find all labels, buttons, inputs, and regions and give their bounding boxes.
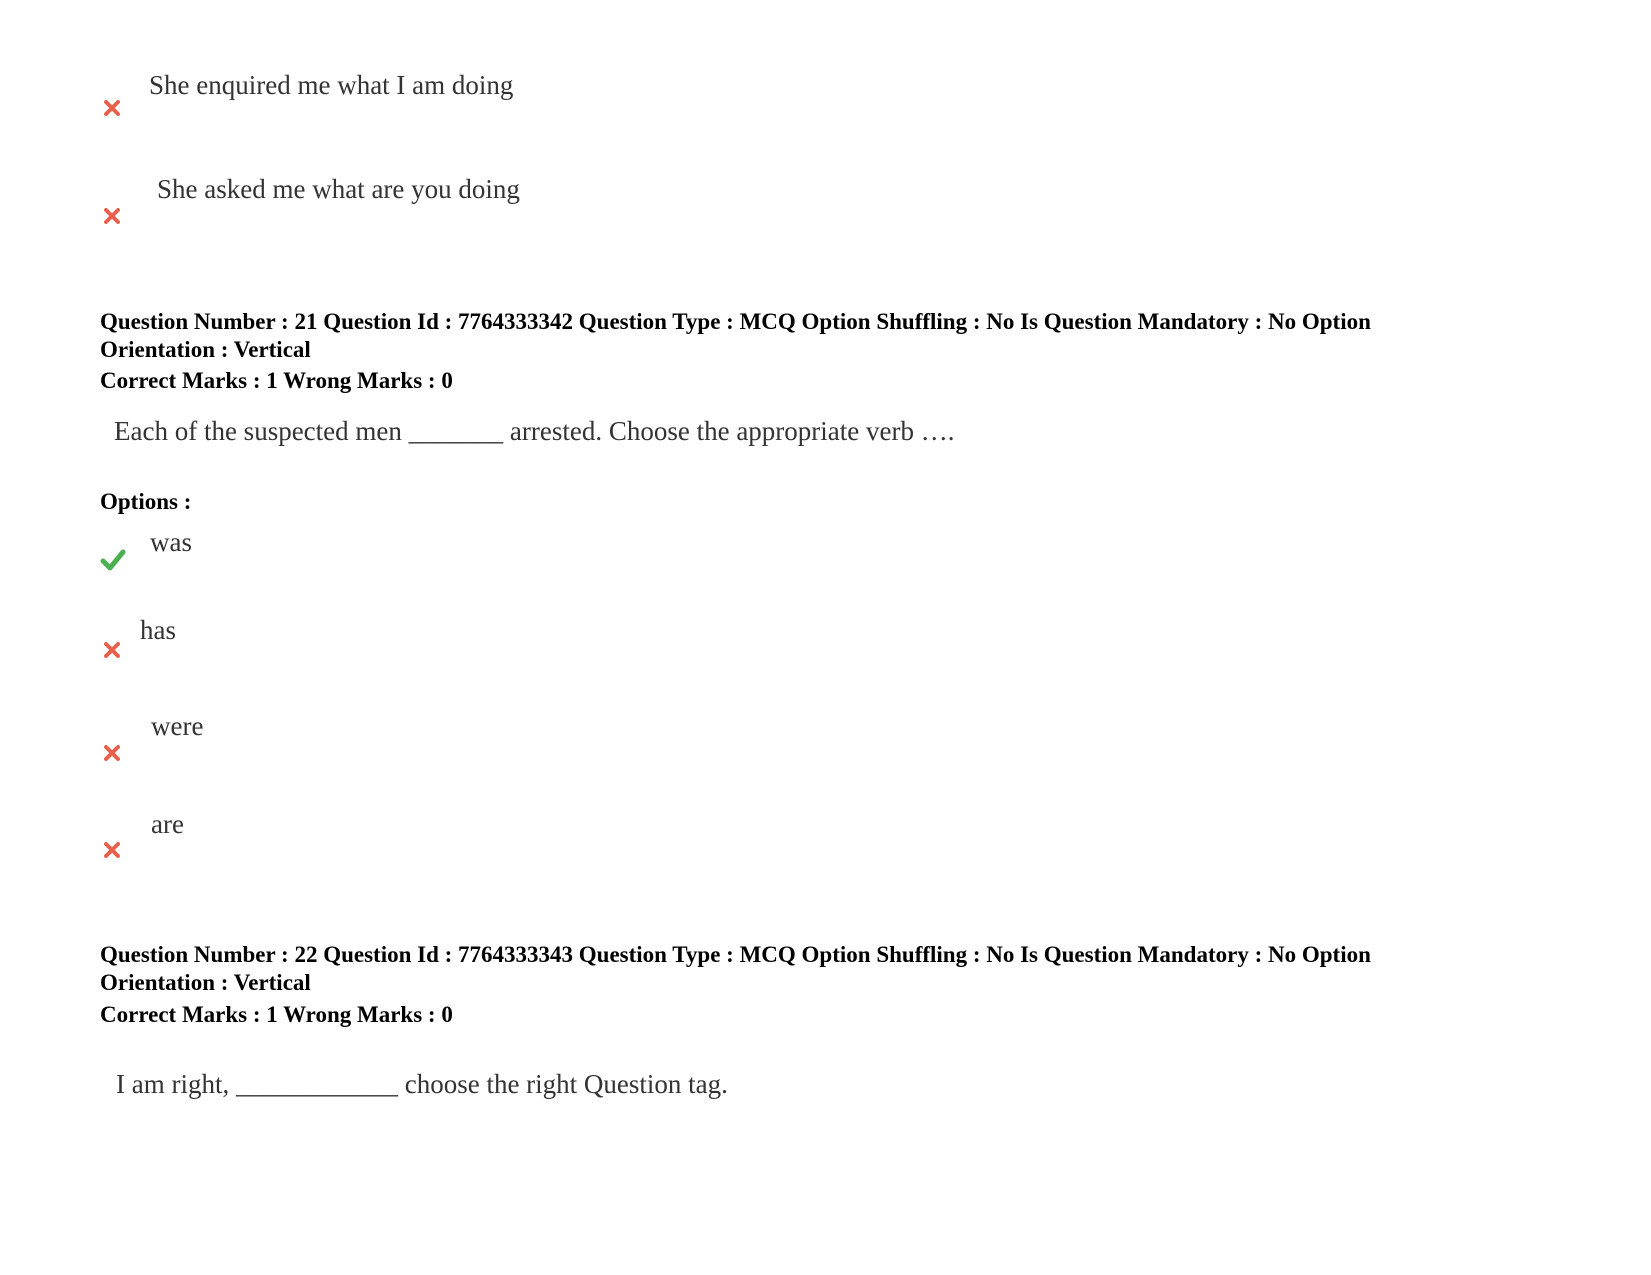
cross-icon bbox=[102, 206, 122, 226]
option-text: was bbox=[150, 527, 192, 557]
option-text: were bbox=[151, 711, 204, 741]
option-text: She asked me what are you doing bbox=[157, 174, 520, 204]
question-meta-line: Question Number : 21 Question Id : 7764333342 Question Type : MCQ Option Shuffling : No Is Question Mandatory : No Option bbox=[100, 309, 1371, 334]
option-text: She enquired me what I am doing bbox=[149, 70, 514, 100]
options-label: Options : bbox=[100, 489, 192, 514]
question-meta-line: Orientation : Vertical bbox=[100, 337, 311, 362]
option-text: has bbox=[140, 615, 176, 645]
question-meta-line: Orientation : Vertical bbox=[100, 970, 311, 995]
cross-icon bbox=[102, 743, 122, 763]
question-22-header bbox=[100, 941, 1560, 997]
question-marks: Correct Marks : 1 Wrong Marks : 0 bbox=[100, 368, 453, 393]
question-text: I am right, ____________ choose the right Question tag. bbox=[116, 1069, 728, 1099]
question-marks: Correct Marks : 1 Wrong Marks : 0 bbox=[100, 1002, 453, 1027]
cross-icon bbox=[102, 98, 122, 118]
cross-icon bbox=[102, 640, 122, 660]
question-21-header bbox=[100, 308, 1560, 364]
cross-icon bbox=[102, 840, 122, 860]
check-icon bbox=[100, 548, 126, 572]
option-text: are bbox=[151, 809, 184, 839]
question-meta-line: Question Number : 22 Question Id : 7764333343 Question Type : MCQ Option Shuffling : No Is Question Mandatory : No Option bbox=[100, 942, 1371, 967]
question-text: Each of the suspected men _______ arrested. Choose the appropriate verb …. bbox=[114, 416, 955, 446]
